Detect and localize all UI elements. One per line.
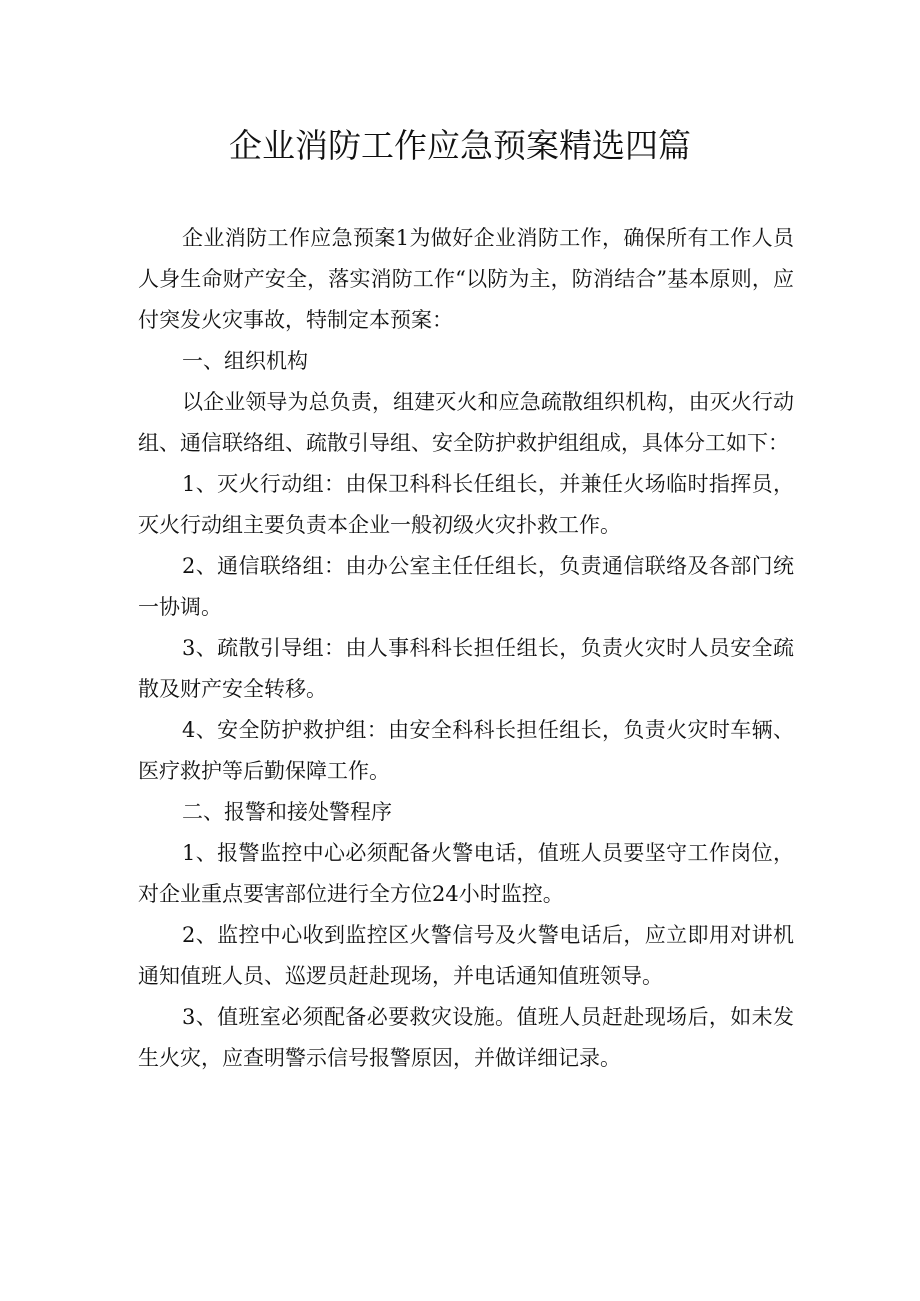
paragraph-fire-fighting-group: 1、灭火行动组：由保卫科科长任组长，并兼任火场临时指挥员，灭火行动组主要负责本企业一般初级火灾扑救工作。 (138, 472, 794, 537)
paragraph-alarm-step-2: 2、监控中心收到监控区火警信号及火警电话后，应立即用对讲机通知值班人员、巡逻员赶赴现场，并电话通知值班领导。 (138, 923, 794, 988)
paragraph-alarm-step-1: 1、报警监控中心必须配备火警电话，值班人员要坚守工作岗位，对企业重点要害部位进行全方位24小时监控。 (138, 841, 794, 906)
paragraph-communication-group: 2、通信联络组：由办公室主任任组长，负责通信联络及各部门统一协调。 (138, 554, 794, 619)
document-body (138, 218, 794, 1079)
paragraph-evacuation-group: 3、疏散引导组：由人事科科长担任组长，负责火灾时人员安全疏散及财产安全转移。 (138, 636, 794, 701)
paragraph-alarm-step-3: 3、值班室必须配备必要救灾设施。值班人员赶赴现场后，如未发生火灾，应查明警示信号报警原因，并做详细记录。 (138, 1005, 794, 1070)
section-heading-alarm-procedure: 二、报警和接处警程序 (182, 800, 392, 824)
paragraph-intro: 企业消防工作应急预案1为做好企业消防工作，确保所有工作人员人身生命财产安全，落实消防工作“以防为主，防消结合”基本原则，应付突发火灾事故，特制定本预案： (138, 226, 794, 332)
paragraph-safety-rescue-group: 4、安全防护救护组：由安全科科长担任组长，负责火灾时车辆、医疗救护等后勤保障工作。 (138, 718, 794, 783)
document-title: 企业消防工作应急预案精选四篇 (229, 126, 691, 165)
paragraph-organization: 以企业领导为总负责，组建灭火和应急疏散组织机构，由灭火行动组、通信联络组、疏散引导组、安全防护救护组组成，具体分工如下： (138, 390, 794, 455)
section-heading-organization: 一、组织机构 (182, 349, 308, 373)
